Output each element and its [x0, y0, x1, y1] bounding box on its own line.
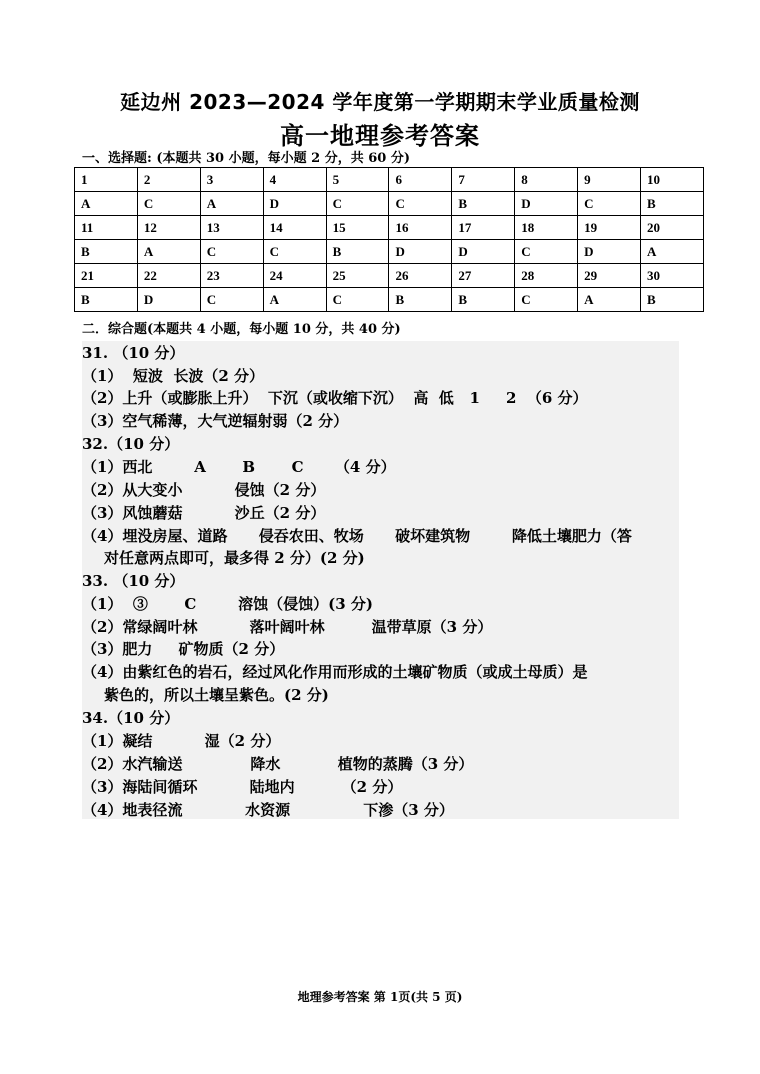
answer-cell: C — [263, 240, 326, 264]
answer-cell: C — [389, 192, 452, 216]
answer-cell: A — [263, 288, 326, 312]
comprehensive-answers — [82, 341, 679, 819]
question-number-cell: 19 — [578, 216, 641, 240]
answer-line: （2）上升（或膨胀上升） 下沉（或收缩下沉） 高 低 1 2 （6 分） — [82, 389, 588, 407]
answer-cell: A — [137, 240, 200, 264]
question-number-cell: 16 — [389, 216, 452, 240]
answer-line: （1）凝结 湿（2 分） — [82, 732, 281, 750]
answer-cell: B — [641, 192, 704, 216]
answer-cell: A — [200, 192, 263, 216]
question-number-cell: 29 — [578, 264, 641, 288]
document-title: 延边州 2023—2024 学年度第一学期期末学业质量检测 — [120, 90, 640, 114]
question-number-cell: 23 — [200, 264, 263, 288]
question-number-cell: 18 — [515, 216, 578, 240]
question-number-cell: 22 — [137, 264, 200, 288]
question-heading: 34.（10 分） — [82, 709, 180, 727]
question-number-cell: 30 — [641, 264, 704, 288]
answer-table — [74, 167, 704, 312]
question-number-row — [75, 168, 704, 192]
question-number-cell: 11 — [75, 216, 138, 240]
answer-cell: B — [641, 288, 704, 312]
answer-line: （4）地表径流 水资源 下渗（3 分） — [82, 801, 454, 819]
answer-line: （4）埋没房屋、道路 侵吞农田、牧场 破坏建筑物 降低土壤肥力（答 — [82, 527, 632, 545]
answer-cell: C — [515, 240, 578, 264]
answer-cell: C — [200, 288, 263, 312]
answer-row — [75, 192, 704, 216]
question-number-cell: 26 — [389, 264, 452, 288]
answer-line: （1）西北 A B C （4 分） — [82, 458, 396, 476]
question-number-row — [75, 264, 704, 288]
question-number-cell: 24 — [263, 264, 326, 288]
question-number-cell: 20 — [641, 216, 704, 240]
answer-cell: C — [326, 288, 389, 312]
question-number-cell: 12 — [137, 216, 200, 240]
document-subtitle: 高一地理参考答案 — [280, 122, 480, 150]
answer-cell: C — [137, 192, 200, 216]
answer-cell: C — [578, 192, 641, 216]
question-number-cell: 17 — [452, 216, 515, 240]
question-number-cell: 5 — [326, 168, 389, 192]
answer-cell: D — [263, 192, 326, 216]
question-number-cell: 25 — [326, 264, 389, 288]
question-number-cell: 3 — [200, 168, 263, 192]
answer-line: （1） ③ C 溶蚀（侵蚀）(3 分) — [82, 595, 374, 613]
question-number-cell: 6 — [389, 168, 452, 192]
question-heading: 32.（10 分） — [82, 435, 180, 453]
answer-line: （1） 短波 长波（2 分） — [82, 367, 264, 385]
question-number-cell: 14 — [263, 216, 326, 240]
question-heading: 31. （10 分） — [82, 344, 185, 362]
page-footer: 地理参考答案 第 1页(共 5 页) — [297, 990, 463, 1004]
answer-cell: D — [137, 288, 200, 312]
answer-cell: B — [452, 192, 515, 216]
question-number-cell: 10 — [641, 168, 704, 192]
answer-cell: B — [75, 288, 138, 312]
answer-line: 对任意两点即可，最多得 2 分）(2 分) — [104, 549, 365, 567]
question-number-cell: 28 — [515, 264, 578, 288]
answer-line: （2）从大变小 侵蚀（2 分） — [82, 481, 326, 499]
answer-cell: D — [452, 240, 515, 264]
question-number-cell: 27 — [452, 264, 515, 288]
answer-cell: C — [515, 288, 578, 312]
answer-row — [75, 240, 704, 264]
answer-cell: B — [389, 288, 452, 312]
answer-cell: A — [75, 192, 138, 216]
answer-line: （2）常绿阔叶林 落叶阔叶林 温带草原（3 分） — [82, 618, 493, 636]
answer-line: （3）风蚀蘑菇 沙丘（2 分） — [82, 504, 326, 522]
question-number-cell: 15 — [326, 216, 389, 240]
answer-line: （3）肥力 矿物质（2 分） — [82, 640, 285, 658]
answer-cell: A — [641, 240, 704, 264]
question-number-row — [75, 216, 704, 240]
question-number-cell: 21 — [75, 264, 138, 288]
answer-cell: A — [578, 288, 641, 312]
answer-cell: C — [326, 192, 389, 216]
answer-line: （3）海陆间循环 陆地内 （2 分） — [82, 778, 403, 796]
question-number-cell: 4 — [263, 168, 326, 192]
answer-cell: B — [452, 288, 515, 312]
answer-cell: B — [75, 240, 138, 264]
question-number-cell: 9 — [578, 168, 641, 192]
answer-line: 紫色的，所以土壤呈紫色。(2 分) — [104, 686, 329, 704]
answer-cell: D — [578, 240, 641, 264]
answer-cell: B — [326, 240, 389, 264]
question-number-cell: 2 — [137, 168, 200, 192]
answer-row — [75, 288, 704, 312]
section-heading-multiple-choice: 一、选择题: (本题共 30 小题，每小题 2 分，共 60 分) — [82, 151, 411, 166]
answer-line: （4）由紫红色的岩石，经过风化作用而形成的土壤矿物质（或成土母质）是 — [82, 663, 588, 681]
answer-line: （3）空气稀薄，大气逆辐射弱（2 分） — [82, 412, 349, 430]
answer-cell: C — [200, 240, 263, 264]
question-number-cell: 13 — [200, 216, 263, 240]
answer-line: （2）水汽输送 降水 植物的蒸腾（3 分） — [82, 755, 474, 773]
question-number-cell: 7 — [452, 168, 515, 192]
question-number-cell: 8 — [515, 168, 578, 192]
answer-cell: D — [389, 240, 452, 264]
question-number-cell: 1 — [75, 168, 138, 192]
question-heading: 33. （10 分） — [82, 572, 185, 590]
section-heading-comprehensive: 二．综合题(本题共 4 小题，每小题 10 分，共 40 分) — [82, 322, 401, 337]
answer-cell: D — [515, 192, 578, 216]
